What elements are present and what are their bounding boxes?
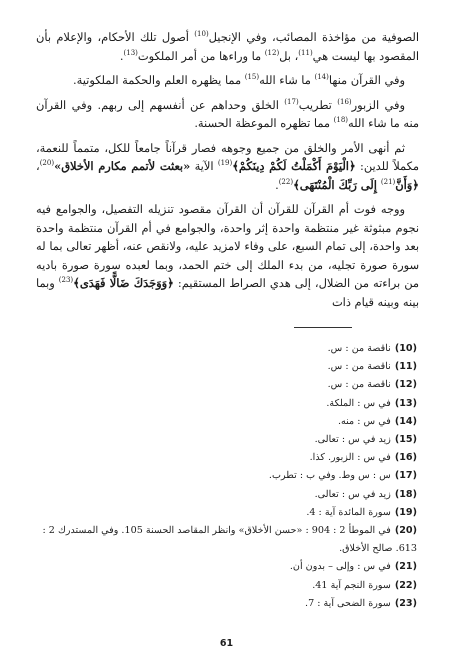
text-run: الآية [190,159,218,173]
quoted-text: ﴿الْيَوْمَ أَكْمَلْتُ لَكُمْ دِينَكُمْ﴾ [232,159,356,173]
footnote-number: (16) [394,452,417,464]
footnote [36,486,419,504]
footnote [36,395,419,413]
footnote-text: زيد في س : تعالى. [314,488,391,500]
footnote-number: (18) [394,488,417,500]
paragraph [36,96,419,133]
footnote [36,340,419,358]
text-run: تطريب [298,97,338,112]
footnote-number: (21) [394,561,417,573]
footnote-ref: (17) [284,97,299,106]
text-run: الصوفية من مؤاخذة المصائب، وفي الإنجيل [208,30,419,44]
text-run: مما يظهره العلم والحكمة الملكوتية. [73,73,245,87]
footnote-ref: (19) [217,159,233,168]
footnote-number: (23) [394,597,417,609]
footnote [36,522,419,558]
footnote-number: (22) [394,579,417,591]
text-run: مما تظهره الموعظة الحسنة. [194,116,334,130]
footnote-number: (20) [394,525,417,537]
footnote-ref: (21) [380,177,396,186]
footnote-number: (12) [394,379,417,391]
quoted-text: «بعثت لأتمم مكارم الأخلاق» [54,159,191,173]
footnote [36,358,419,376]
footnote-text: زيد في س : تعالى. [314,434,391,446]
footnote-separator [294,327,352,328]
text-run: أصول تلك الأحكام، والإعلام بأن المقصود بها ليست هي [36,30,419,63]
footnote [36,558,419,576]
paragraph [36,28,419,65]
text-run: وبما بينه وبينه قيام ذات [36,276,419,309]
paragraph [36,200,419,311]
footnote-number: (19) [394,506,417,518]
text-run: ثم أنهى الأمر والخلق من جميع وجوهه فصار قرآناً جامعاً للكل، متمماً للنعمة، مكملاً للدين: [36,140,419,173]
footnote-ref: (20) [39,159,55,168]
footnote [36,413,419,431]
text-run: . [275,177,279,192]
footnote [36,504,419,522]
footnote-ref: (18) [333,116,349,125]
footnote [36,577,419,595]
text-run: ما وراءها من أمر الملكوت [137,48,265,63]
footnote-ref: (22) [278,177,294,186]
footnotes-list [36,340,419,613]
footnote-ref: (14) [314,73,329,82]
footnote-separator-wrap [36,327,419,328]
page-number: 61 [219,638,234,649]
footnote-ref: (11) [298,48,313,57]
footnote-number: (10) [394,343,417,354]
footnote [36,467,419,485]
footnote-number: (14) [394,415,417,427]
text-run: . [119,48,124,63]
footnote-text: في س : وإلى – بدون أن. [289,561,391,573]
footnote-text: في س : منه. [337,415,391,427]
paragraph [36,71,419,90]
main-text [36,28,419,311]
footnote-ref: (16) [337,97,352,106]
footnote [36,431,419,449]
footnote-number: (11) [394,361,417,373]
quoted-text: إِلَى رَبِّكَ الْمُنْتَهَى﴾ [293,177,381,192]
text-run: الخلق وحداهم عن أنفسهم إلى ربهم. وفي القرآن منه ما شاء الله [36,97,419,130]
footnote-text: س : س وط. وفي ب : تطرب. [268,470,391,482]
footnote-ref: (15) [244,73,260,82]
text-run: ، [36,159,40,173]
text-run: ووجه فوت أم القرآن للقرآن أن القرآن مقصود تنزيله التفصيل، والجوامع فيه نجوم مبثوثة غير منتظمة واحدة إثر واحدة، والجوامع في أم القرآن منتظمة واحدة بعد واحدة، إلى تمام السبع، على وفاء لامزيد عليه، ولانقص عنه، أظهر تعالى بما له سورة صورة تجليه، من بدء الملك إلى ختم الحمد، وبما لعبده سورة صورة باديه من براءته من الضلال، إلى هدي الصراط المستقيم: [36,202,419,290]
quoted-text: ﴿وَوَجَدَكَ ضَالًّا فَهَدَى﴾ [73,276,174,290]
footnote-ref: (10) [194,30,209,39]
footnote-number: (15) [394,434,417,446]
footnote [36,376,419,394]
paragraph [36,139,419,195]
text-run: وفي الزبور [351,97,405,112]
footnote-text: ناقصة من : س. [327,343,391,354]
footnote-text: سورة الضحى آية : 7. [305,597,391,609]
footnote-text: سورة المائدة آية : 4. [306,506,391,518]
footnote-text: في س : الملكة. [326,397,391,409]
footnote-text: ناقصة من : س. [327,379,391,391]
footnote-number: (13) [394,397,417,409]
quoted-text: ﴿وَأَنَّ [395,177,419,192]
footnote [36,449,419,467]
footnote-ref: (23) [58,276,74,285]
footnote-text: ناقصة من : س. [327,361,391,373]
footnote-ref: (13) [123,48,138,57]
footnote-text: سورة النجم آية 41. [312,579,391,591]
footnote [36,595,419,613]
text-run: ما شاء الله [259,73,315,87]
text-run: وفي القرآن منها [328,73,405,87]
footnote-ref: (12) [264,48,280,57]
footnote-text: في الموطأ 2 : 904 : «حسن الأخلاق» وانظر المقاصد الحسنة 105. وفي المستدرك 2 : 613. صالح الأخلاق. [42,525,417,555]
text-run: ، بل [279,48,299,63]
footnote-number: (17) [394,470,417,482]
footnote-text: في س : الزبور. كذا. [309,452,391,464]
